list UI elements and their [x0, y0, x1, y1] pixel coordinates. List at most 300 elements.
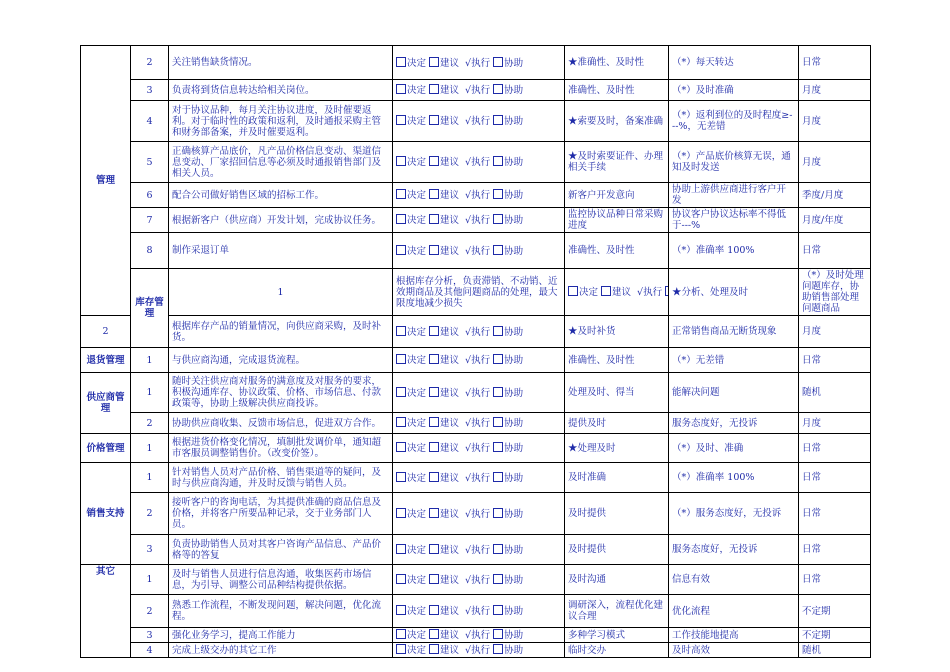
assessment-indicator: （*）每天转达: [669, 46, 799, 80]
item-number: 3: [131, 80, 169, 101]
role-option-execute: [462, 630, 490, 641]
checkbox-empty-icon: [568, 286, 578, 296]
role-option-decide: [396, 545, 426, 556]
role-option-label: 执行: [471, 472, 491, 484]
role-option-decide: [396, 157, 426, 168]
role-option-assist: [493, 509, 523, 520]
performance-standard: ★处理及时: [565, 434, 669, 463]
role-option-decide: [396, 575, 426, 586]
role-options: [393, 413, 565, 434]
role-option-suggest: [429, 418, 459, 429]
role-option-label: 决定: [407, 245, 427, 257]
item-number: 2: [131, 595, 169, 628]
checkmark-icon: √: [465, 418, 472, 429]
role-option-assist: [493, 418, 523, 429]
performance-standard: 及时提供: [565, 535, 669, 565]
role-option-execute: [462, 355, 490, 366]
item-number: 4: [131, 643, 169, 658]
role-option-assist: [493, 215, 523, 226]
assessment-indicator: 能解决问题: [669, 373, 799, 413]
checkbox-empty-icon: [493, 629, 503, 639]
checkbox-empty-icon: [493, 84, 503, 94]
role-option-label: 建议: [440, 387, 460, 399]
role-option-execute: [462, 215, 490, 226]
duty-description: 随时关注供应商对服务的满意度及对服务的要求，积极沟通库存、协议政策、价格、市场信息、付款政策等，协助上级解决供应商投诉。: [169, 373, 393, 413]
assessment-cycle: 日常: [799, 434, 871, 463]
table-row: [81, 142, 871, 183]
performance-standard: ★分析、处理及时: [669, 269, 799, 316]
role-option-assist: [493, 355, 523, 366]
performance-standard: 及时提供: [565, 493, 669, 535]
duty-description: 针对销售人员对产品价格、销售渠道等的疑问，及时与供应商沟通，并及时反馈与销售人员。: [169, 463, 393, 493]
checkmark-icon: √: [465, 85, 472, 96]
role-option-label: 协助: [504, 472, 524, 484]
role-option-label: 协助: [504, 574, 524, 586]
checkbox-empty-icon: [396, 57, 406, 67]
duty-description: 接听客户的咨询电话，为其提供准确的商品信息及价格，并将客户所要品种记录，交于业务部门人员。: [169, 493, 393, 535]
role-option-execute: [462, 190, 490, 201]
role-option-suggest: [429, 85, 459, 96]
role-option-decide: [396, 443, 426, 454]
role-option-label: 建议: [440, 574, 460, 586]
assessment-cycle: 月度/年度: [799, 208, 871, 233]
checkbox-empty-icon: [396, 84, 406, 94]
role-option-label: 执行: [471, 443, 491, 454]
role-option-label: 协助: [504, 387, 524, 399]
item-number: 5: [131, 142, 169, 183]
checkbox-empty-icon: [396, 189, 406, 199]
checkbox-empty-icon: [493, 326, 503, 336]
assessment-cycle: 日常: [799, 348, 871, 373]
performance-standard: 准确性、及时性: [565, 348, 669, 373]
role-option-label: 建议: [440, 418, 460, 429]
role-option-label: 执行: [471, 57, 491, 69]
role-option-decide: [396, 418, 426, 429]
role-options: [393, 493, 565, 535]
role-option-execute: [462, 545, 490, 556]
role-option-assist: [493, 85, 523, 96]
item-number: 4: [131, 101, 169, 142]
checkbox-empty-icon: [396, 156, 406, 166]
role-option-decide: [396, 388, 426, 399]
duty-description: 强化业务学习，提高工作能力: [169, 628, 393, 643]
role-option-label: 决定: [407, 606, 427, 617]
item-number: 1: [131, 348, 169, 373]
role-option-label: 执行: [471, 574, 491, 586]
role-options: [393, 316, 565, 348]
role-option-label: 决定: [407, 85, 427, 96]
assessment-indicator: 正常销售商品无断货现象: [669, 316, 799, 348]
role-option-label: 决定: [407, 190, 427, 201]
role-option-decide: [396, 509, 426, 520]
assessment-indicator: （*）无差错: [669, 348, 799, 373]
performance-standard: 多种学习模式: [565, 628, 669, 643]
duty-description: 对于协议品种，每月关注协议进度，及时催要返利。对于临时性的政策和返利，及时通报采购主管和财务部备案，并及时催要返利。: [169, 101, 393, 142]
role-option-label: 协助: [504, 57, 524, 69]
role-option-label: 协助: [504, 85, 524, 96]
role-option-label: 建议: [440, 645, 460, 656]
checkmark-icon: √: [465, 190, 472, 201]
role-option-label: 建议: [440, 85, 460, 96]
role-option-suggest: [429, 327, 459, 338]
checkbox-empty-icon: [429, 245, 439, 255]
role-option-decide: [396, 327, 426, 338]
checkbox-empty-icon: [396, 115, 406, 125]
role-option-label: 执行: [471, 387, 491, 399]
checkbox-empty-icon: [493, 57, 503, 67]
assessment-indicator: （*）返利到位的及时程度≥---%，无差错: [669, 101, 799, 142]
role-option-assist: [493, 575, 523, 586]
table-row: [81, 316, 871, 348]
checkmark-icon: √: [465, 606, 472, 617]
assessment-indicator: 协议客户协议达标率不得低于---%: [669, 208, 799, 233]
role-options: [393, 643, 565, 658]
role-option-label: 决定: [407, 508, 427, 520]
role-option-suggest: [429, 190, 459, 201]
checkbox-empty-icon: [429, 574, 439, 584]
role-option-label: 执行: [471, 215, 491, 226]
checkmark-icon: √: [465, 245, 472, 257]
role-options: [393, 595, 565, 628]
performance-standard: 调研深入，流程优化建议合理: [565, 595, 669, 628]
assessment-cycle: 日常: [799, 565, 871, 595]
role-option-label: 执行: [471, 157, 491, 168]
assessment-indicator: 协助上游供应商进行客户开发: [669, 183, 799, 208]
assessment-cycle: 月度: [799, 101, 871, 142]
role-option-execute: [462, 418, 490, 429]
role-option-execute: [462, 157, 490, 168]
role-option-execute: [462, 509, 490, 520]
role-option-suggest: [429, 246, 459, 257]
checkbox-empty-icon: [396, 442, 406, 452]
checkbox-empty-icon: [493, 189, 503, 199]
role-option-label: 决定: [407, 215, 427, 226]
duty-description: 根据新客户（供应商）开发计划，完成协议任务。: [169, 208, 393, 233]
duty-description: 与供应商沟通，完成退货流程。: [169, 348, 393, 373]
role-options: [393, 183, 565, 208]
role-option-label: 决定: [407, 326, 427, 338]
performance-standard: 新客户开发意向: [565, 183, 669, 208]
assessment-cycle: 日常: [799, 233, 871, 269]
role-option-label: 决定: [407, 472, 427, 484]
checkbox-empty-icon: [396, 387, 406, 397]
table-row: [81, 535, 871, 565]
assessment-cycle: 随机: [799, 643, 871, 658]
table-row: [81, 183, 871, 208]
role-option-assist: [493, 246, 523, 257]
role-option-suggest: [429, 575, 459, 586]
table-row: [81, 595, 871, 628]
role-option-suggest: [429, 388, 459, 399]
item-number: 2: [131, 413, 169, 434]
checkmark-icon: √: [465, 630, 472, 641]
role-option-label: 协助: [504, 544, 524, 556]
role-option-label: 决定: [407, 157, 427, 168]
responsibility-table: [80, 45, 871, 658]
checkbox-empty-icon: [493, 417, 503, 427]
checkmark-icon: √: [637, 287, 644, 298]
item-number: 3: [131, 628, 169, 643]
duty-description: 根据库存分析，负责滞销、不动销、近效期商品及其他问题商品的处理，最大限度地减少损失: [393, 269, 565, 316]
checkbox-empty-icon: [396, 417, 406, 427]
checkbox-empty-icon: [396, 508, 406, 518]
role-options: [393, 535, 565, 565]
role-options: [393, 628, 565, 643]
checkbox-empty-icon: [396, 354, 406, 364]
role-option-assist: [493, 388, 523, 399]
checkbox-empty-icon: [396, 629, 406, 639]
role-options: [393, 463, 565, 493]
checkmark-icon: √: [465, 355, 472, 366]
checkbox-empty-icon: [396, 472, 406, 482]
role-option-label: 执行: [471, 245, 491, 257]
checkbox-empty-icon: [493, 644, 503, 654]
role-option-label: 决定: [407, 116, 427, 127]
role-option-suggest: [429, 355, 459, 366]
performance-standard: ★及时索要证件、办理相关手续: [565, 142, 669, 183]
table-row: [81, 373, 871, 413]
performance-standard: 监控协议品种日常采购进度: [565, 208, 669, 233]
role-option-label: 协助: [504, 508, 524, 520]
duty-description: 根据库存产品的销量情况，向供应商采购，及时补货。: [169, 316, 393, 348]
checkbox-empty-icon: [493, 387, 503, 397]
table-row: [81, 434, 871, 463]
table-row: [81, 643, 871, 658]
role-option-label: 建议: [440, 472, 460, 484]
checkbox-empty-icon: [396, 644, 406, 654]
role-option-label: 决定: [407, 443, 427, 454]
role-option-decide: [396, 606, 426, 617]
role-option-label: 建议: [440, 326, 460, 338]
role-option-label: 决定: [407, 387, 427, 399]
performance-standard: 准确性、及时性: [565, 80, 669, 101]
role-options: [393, 233, 565, 269]
role-option-label: 决定: [407, 355, 427, 366]
assessment-indicator: （*）产品底价核算无误，通知及时发送: [669, 142, 799, 183]
role-option-label: 执行: [471, 326, 491, 338]
checkbox-empty-icon: [429, 57, 439, 67]
role-option-decide: [396, 58, 426, 69]
assessment-cycle: 月度: [799, 80, 871, 101]
role-option-execute: [462, 473, 490, 484]
table-row: [81, 413, 871, 434]
table-row: [81, 269, 871, 316]
checkbox-empty-icon: [493, 354, 503, 364]
role-option-suggest: [429, 215, 459, 226]
performance-standard: 及时沟通: [565, 565, 669, 595]
checkbox-empty-icon: [493, 214, 503, 224]
role-options: [565, 269, 669, 316]
role-option-label: 建议: [612, 287, 632, 298]
role-options: [393, 46, 565, 80]
table-row: [81, 208, 871, 233]
checkbox-empty-icon: [429, 644, 439, 654]
role-options: [393, 101, 565, 142]
assessment-indicator: （*）服务态度好，无投诉: [669, 493, 799, 535]
role-option-label: 协助: [504, 326, 524, 338]
role-option-execute: [462, 327, 490, 338]
role-option-label: 建议: [440, 508, 460, 520]
assessment-cycle: 日常: [799, 46, 871, 80]
role-option-label: 协助: [504, 116, 524, 127]
role-options: [393, 373, 565, 413]
role-option-label: 协助: [504, 245, 524, 257]
role-option-label: 决定: [407, 645, 427, 656]
checkbox-empty-icon: [601, 286, 611, 296]
checkbox-empty-icon: [396, 605, 406, 615]
assessment-cycle: 月度: [799, 413, 871, 434]
duty-description: 协助供应商收集、反馈市场信息，促进双方合作。: [169, 413, 393, 434]
assessment-cycle: 不定期: [799, 595, 871, 628]
role-option-label: 协助: [504, 215, 524, 226]
assessment-cycle: 季度/月度: [799, 183, 871, 208]
item-number: 3: [131, 535, 169, 565]
role-options: [393, 565, 565, 595]
role-option-decide: [396, 630, 426, 641]
role-option-decide: [396, 246, 426, 257]
role-option-execute: [462, 575, 490, 586]
checkbox-empty-icon: [429, 605, 439, 615]
checkbox-empty-icon: [493, 508, 503, 518]
category-cell: 销售支持: [81, 463, 131, 565]
category-cell: 供应商管理: [81, 373, 131, 434]
role-options: [393, 348, 565, 373]
role-option-execute: [462, 246, 490, 257]
assessment-indicator: （*）准确率 100%: [669, 233, 799, 269]
role-option-suggest: [429, 630, 459, 641]
table-row: [81, 463, 871, 493]
checkbox-empty-icon: [493, 472, 503, 482]
role-option-suggest: [429, 116, 459, 127]
role-option-label: 协助: [504, 190, 524, 201]
item-number: 6: [131, 183, 169, 208]
role-option-execute: [462, 116, 490, 127]
assessment-indicator: 工作技能地提高: [669, 628, 799, 643]
role-option-decide: [568, 287, 598, 298]
category-cell: 管理: [81, 46, 131, 316]
role-option-assist: [665, 287, 668, 298]
checkbox-empty-icon: [396, 326, 406, 336]
checkbox-empty-icon: [429, 472, 439, 482]
role-option-label: 建议: [440, 157, 460, 168]
role-option-decide: [396, 190, 426, 201]
checkbox-empty-icon: [429, 214, 439, 224]
role-option-suggest: [429, 157, 459, 168]
assessment-cycle: 月度: [799, 316, 871, 348]
role-options: [393, 142, 565, 183]
item-number: 7: [131, 208, 169, 233]
role-option-decide: [396, 116, 426, 127]
table-row: [81, 101, 871, 142]
assessment-indicator: （*）及时处理问题库存，协助销售部处理问题商品: [799, 269, 871, 316]
role-option-execute: [462, 58, 490, 69]
category-cell: 库存管理: [131, 269, 169, 348]
checkbox-empty-icon: [493, 115, 503, 125]
role-option-label: 协助: [504, 630, 524, 641]
checkbox-empty-icon: [665, 286, 668, 296]
role-option-label: 执行: [471, 544, 491, 556]
checkmark-icon: √: [465, 645, 472, 656]
checkbox-empty-icon: [429, 156, 439, 166]
assessment-indicator: （*）准确率 100%: [669, 463, 799, 493]
item-number: 2: [131, 46, 169, 80]
performance-standard: 准确性、及时性: [565, 233, 669, 269]
duty-description: 正确核算产品底价，凡产品价格信息变动、渠道信息变动、厂家招回信息等必须及时通报销售部门及相关人员。: [169, 142, 393, 183]
role-option-label: 决定: [407, 574, 427, 586]
role-option-label: 协助: [504, 645, 524, 656]
checkmark-icon: √: [465, 215, 472, 226]
role-option-execute: [462, 606, 490, 617]
role-option-decide: [396, 355, 426, 366]
checkbox-empty-icon: [493, 442, 503, 452]
role-option-label: 建议: [440, 443, 460, 454]
role-option-suggest: [429, 509, 459, 520]
assessment-cycle: 日常: [799, 535, 871, 565]
table-row: [81, 46, 871, 80]
role-option-decide: [396, 215, 426, 226]
role-option-assist: [493, 473, 523, 484]
assessment-indicator: （*）及时准确: [669, 80, 799, 101]
item-number: 1: [169, 269, 393, 316]
checkmark-icon: √: [465, 472, 472, 484]
checkbox-empty-icon: [429, 442, 439, 452]
table-row: [81, 348, 871, 373]
role-option-label: 建议: [440, 355, 460, 366]
checkbox-empty-icon: [429, 326, 439, 336]
checkbox-empty-icon: [493, 605, 503, 615]
checkbox-empty-icon: [493, 245, 503, 255]
duty-description: 负责将到货信息转达给相关岗位。: [169, 80, 393, 101]
role-option-label: 协助: [504, 355, 524, 366]
checkbox-empty-icon: [396, 245, 406, 255]
role-option-label: 执行: [643, 287, 663, 298]
performance-standard: ★索要及时，备案准确: [565, 101, 669, 142]
checkbox-empty-icon: [429, 115, 439, 125]
checkmark-icon: √: [465, 157, 472, 168]
role-option-label: 建议: [440, 606, 460, 617]
role-option-assist: [493, 327, 523, 338]
checkmark-icon: √: [465, 326, 472, 338]
assessment-cycle: 日常: [799, 463, 871, 493]
role-option-label: 执行: [471, 508, 491, 520]
role-option-assist: [493, 157, 523, 168]
checkbox-empty-icon: [429, 629, 439, 639]
checkbox-empty-icon: [396, 544, 406, 554]
role-option-label: 决定: [579, 287, 599, 298]
role-option-label: 执行: [471, 116, 491, 127]
category-cell: 价格管理: [81, 434, 131, 463]
performance-standard: 及时准确: [565, 463, 669, 493]
role-option-label: 决定: [407, 630, 427, 641]
role-option-suggest: [429, 443, 459, 454]
role-option-assist: [493, 645, 523, 656]
role-option-suggest: [429, 473, 459, 484]
role-option-suggest: [429, 58, 459, 69]
role-options: [393, 434, 565, 463]
checkbox-empty-icon: [493, 156, 503, 166]
checkmark-icon: √: [465, 387, 472, 399]
checkmark-icon: √: [465, 544, 472, 556]
role-option-label: 决定: [407, 544, 427, 556]
performance-standard: ★及时补货: [565, 316, 669, 348]
item-number: 8: [131, 233, 169, 269]
assessment-cycle: 月度: [799, 142, 871, 183]
performance-standard: 处理及时、得当: [565, 373, 669, 413]
role-option-decide: [396, 85, 426, 96]
role-option-assist: [493, 545, 523, 556]
role-option-suggest: [429, 545, 459, 556]
checkbox-empty-icon: [429, 508, 439, 518]
